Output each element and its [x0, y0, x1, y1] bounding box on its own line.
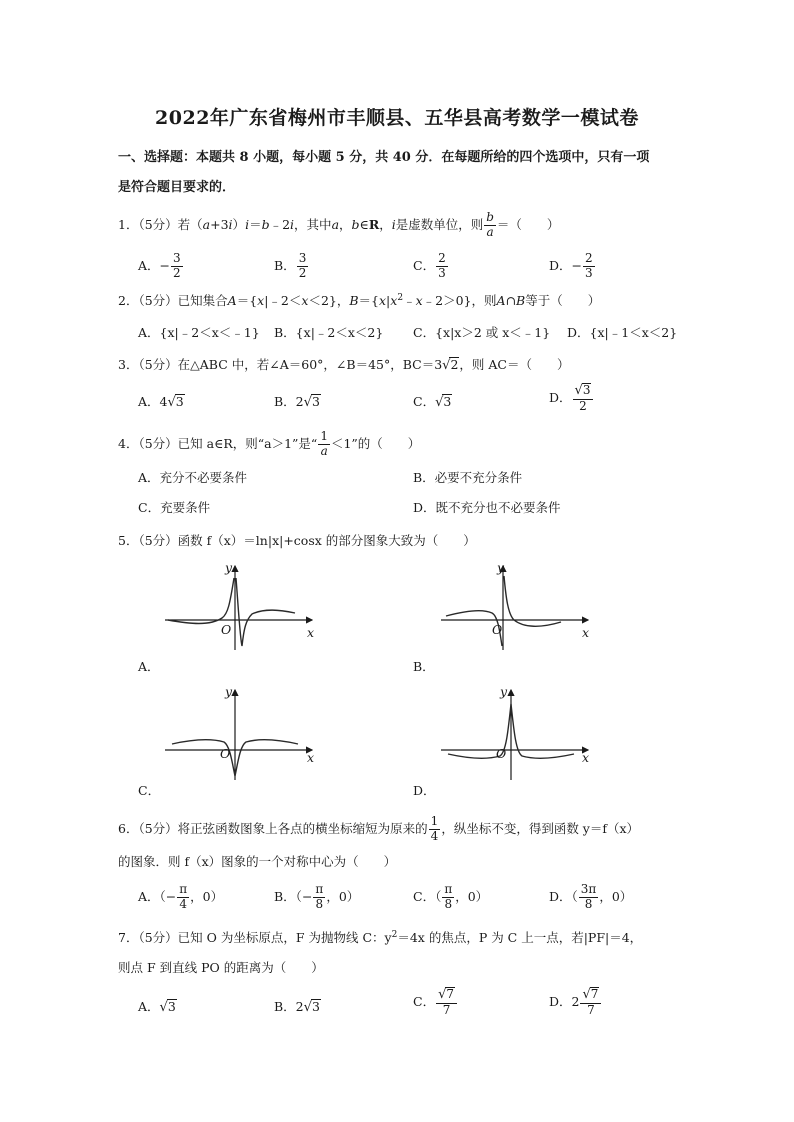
question-7-stem-line2: 则点 F 到直线 PO 的距离为（ ） — [118, 960, 324, 975]
q7-option-c: C． $\frac{√7}{7}$ — [413, 987, 458, 1018]
q5-graph-a-origin: O — [221, 622, 232, 637]
q7-option-a: A．√3 — [138, 999, 176, 1015]
q2-option-a: A．{x|﹣2＜x＜﹣1} — [138, 325, 260, 340]
q3-option-a: A．4√3 — [138, 394, 184, 410]
q6-option-d: D．（ $\frac{3\pi}{8}$ ，0） — [549, 882, 633, 911]
q5-graph-c-origin: O — [220, 746, 231, 761]
q1-fraction: $\frac{b}{a}$ — [486, 210, 494, 239]
q5-graph-d-y-label: y — [500, 684, 508, 699]
question-7-stem-line1: 7．（5分）已知 O 为坐标原点，F 为抛物线 C：$y^2=4x$ 的焦点，P 为 C 上一点，若|PF|＝4， — [118, 929, 643, 945]
q5-graph-b-y-label: y — [497, 560, 505, 575]
q5-graph-b-x-label: x — [582, 625, 590, 640]
question-6-stem-line2: 的图象．则 f（x）图象的一个对称中心为（ ） — [118, 854, 397, 869]
q5-option-a: A． — [138, 659, 160, 674]
question-4-stem: 4．（5分）已知 a∈R，则“a＞1”是“ $\frac{1}{a}$ ＜1”的（ ） — [118, 429, 421, 458]
question-3-stem: 3．（5分）在△ABC 中，若∠A＝60°，∠B＝45°，BC＝3√2，则 AC＝（ ） — [118, 357, 570, 373]
q2-option-b: B．{x|﹣2＜x＜2} — [274, 325, 384, 340]
q7-option-d: D．2 $\frac{√7}{7}$ — [549, 987, 602, 1018]
question-5-stem: 5．（5分）函数 f（x）＝ln|x|+cosx 的部分图象大致为（ ） — [118, 533, 476, 548]
q6-option-b: B．（− $\frac{\pi}{8}$ ，0） — [274, 882, 360, 911]
q4-option-d: D．既不充分也不必要条件 — [413, 500, 561, 515]
q3-option-d: D． $\frac{√3}{2}$ — [549, 383, 594, 414]
q5-graph-a-y-label: y — [225, 560, 233, 575]
q5-option-c: C． — [138, 783, 161, 798]
q5-graph-d-origin: O — [496, 746, 507, 761]
q5-option-d: D． — [413, 783, 436, 798]
q2-option-c: C．{x|x＞2 或 x＜﹣1} — [413, 325, 551, 340]
q5-graph-d — [436, 682, 596, 782]
q7-option-b: B．2√3 — [274, 999, 320, 1015]
q1-option-d: D．− $\frac{2}{3}$ — [549, 251, 593, 280]
q2-option-d: D．{x|﹣1＜x＜2} — [567, 325, 678, 340]
q5-graph-d-x-label: x — [582, 750, 590, 765]
q4-option-b: B．必要不充分条件 — [413, 470, 523, 485]
q5-graph-a — [160, 558, 320, 653]
q5-graph-c — [160, 682, 320, 782]
q6-option-c: C．（ $\frac{\pi}{8}$ ，0） — [413, 882, 489, 911]
section-header-line2: 是符合题目要求的． — [118, 180, 236, 195]
question-2-stem: 2．（5分）已知集合A＝{x|﹣2＜x＜2}，$B=\{x|x^2﹣x﹣2>0\}$，则A∩B等于（ ） — [118, 292, 601, 308]
q4-option-a: A．充分不必要条件 — [138, 470, 248, 485]
q3-option-b: B．2√3 — [274, 394, 320, 410]
section-header-line1: 一、选择题：本题共 8 小题，每小题 5 分，共 40 分．在每题所给的四个选项中，只有一项 — [118, 150, 650, 165]
q6-option-a: A．（− $\frac{\pi}{4}$ ，0） — [138, 882, 224, 911]
question-1-stem: 1．（5分）若（a+3i）i＝b﹣2i，其中a，b∈R，i是虚数单位，则 $\frac{b}{a}$ ＝（ ） — [118, 210, 560, 239]
q5-graph-b-origin: O — [492, 622, 503, 637]
q4-option-c: C．充要条件 — [138, 500, 211, 515]
q1-option-a: A．− $\frac{3}{2}$ — [138, 251, 181, 280]
q5-graph-c-y-label: y — [225, 684, 233, 699]
q1-option-c: C． $\frac{2}{3}$ — [413, 251, 446, 280]
q5-graph-b — [436, 558, 596, 653]
q3-option-c: C．√3 — [413, 394, 452, 410]
question-6-stem-line1: 6．（5分）将正弦函数图象上各点的横坐标缩短为原来的 $\frac{1}{4}$ ，纵坐标不变，得到函数 y＝f（x） — [118, 814, 640, 843]
q5-graph-c-x-label: x — [307, 750, 315, 765]
q5-option-b: B． — [413, 659, 435, 674]
q1-option-b: B． $\frac{3}{2}$ — [274, 251, 307, 280]
q5-graph-a-x-label: x — [307, 625, 315, 640]
page-title: 2022年广东省梅州市丰顺县、五华县高考数学一模试卷 — [155, 107, 639, 129]
